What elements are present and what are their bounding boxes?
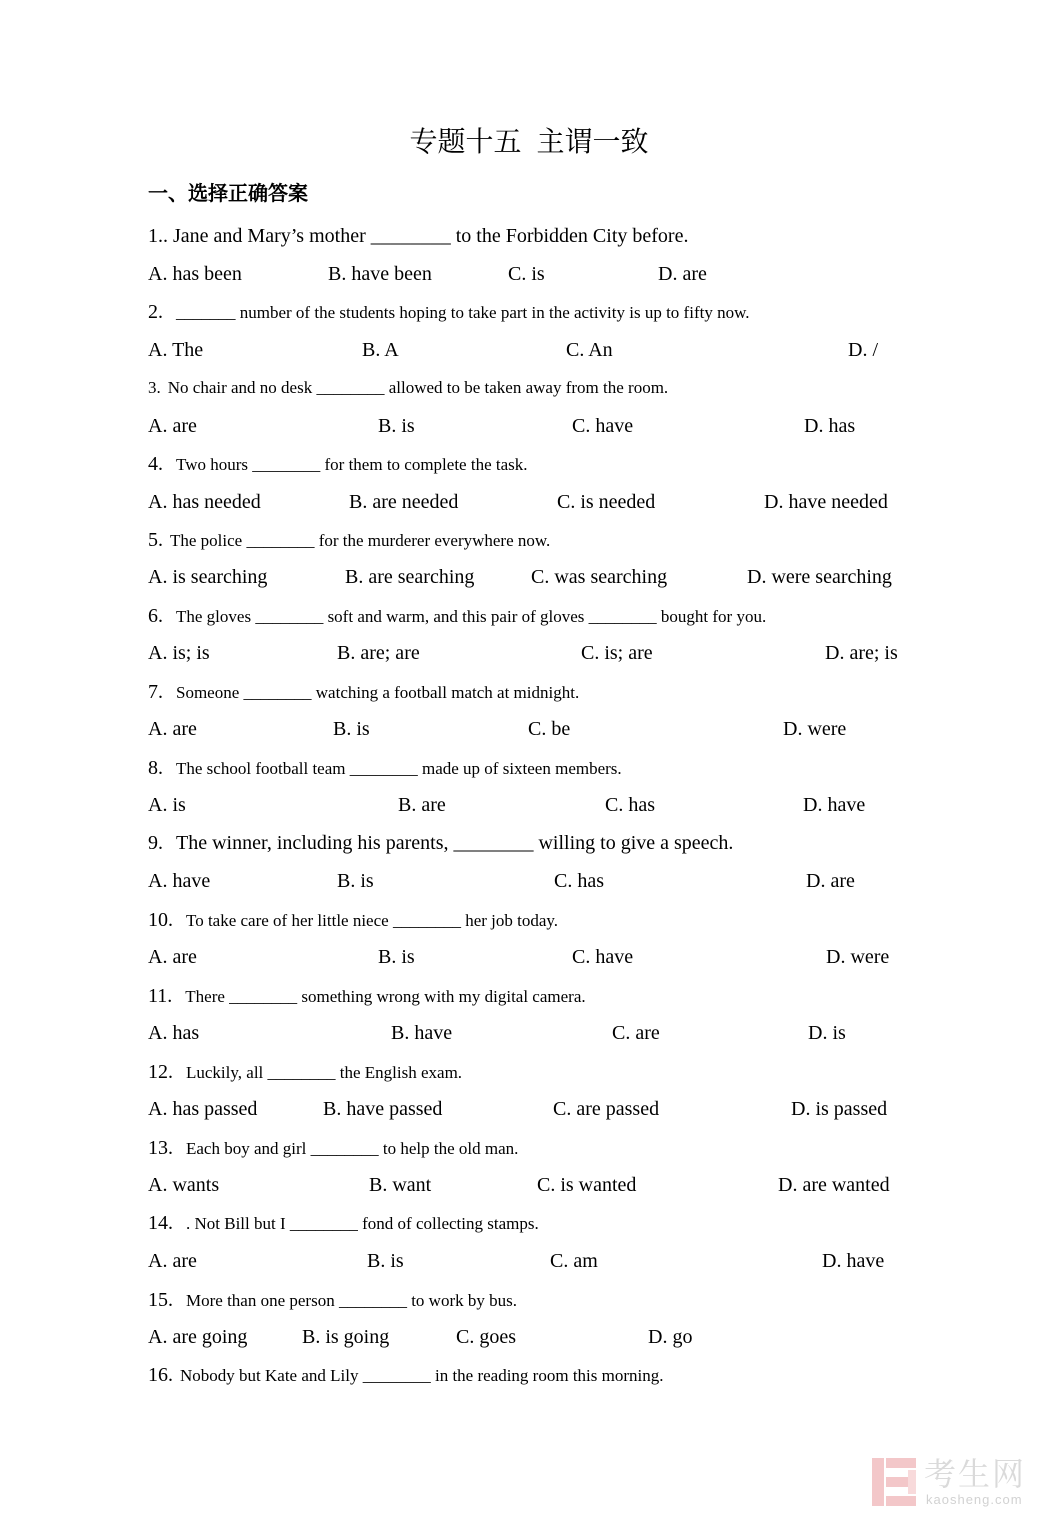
question-text: The school football team ________ made up of sixteen members.: [176, 759, 622, 778]
question-number: 2.: [148, 301, 163, 323]
question-number: 3.: [148, 378, 161, 397]
option-c: C. be: [528, 718, 571, 740]
option-a: A. has passed: [148, 1098, 258, 1120]
options-row-6: [0, 641, 1058, 665]
kaosheng-logo-icon: [872, 1458, 918, 1506]
option-c: C. was searching: [531, 566, 668, 588]
question-text: . Not Bill but I ________ fond of collecting stamps.: [186, 1214, 539, 1233]
option-a: A. wants: [148, 1174, 220, 1196]
question-text: Two hours ________ for them to complete the task.: [176, 455, 528, 474]
question-text: Nobody but Kate and Lily ________ in the reading room this morning.: [180, 1366, 664, 1385]
option-c: C. are passed: [553, 1098, 660, 1120]
question-text: There ________ something wrong with my digital camera.: [185, 987, 586, 1006]
question-text: Luckily, all ________ the English exam.: [186, 1063, 463, 1082]
question-number: 8.: [148, 757, 163, 779]
option-b: B. are needed: [349, 491, 459, 513]
options-row-5: [0, 565, 1058, 589]
question-12: [148, 1060, 462, 1084]
option-b: B. is: [367, 1250, 404, 1272]
question-7: [148, 680, 579, 704]
question-text: To take care of her little niece ________ her job today.: [186, 911, 559, 930]
option-b: B. are searching: [345, 566, 475, 588]
options-row-15: [0, 1325, 1058, 1349]
option-a: A. is searching: [148, 566, 268, 588]
option-b: B. is: [378, 415, 415, 437]
option-b: B. is: [333, 718, 370, 740]
question-5: [148, 528, 550, 552]
option-d: D. is passed: [791, 1098, 888, 1120]
option-d: D. are: [658, 263, 707, 285]
question-text: The gloves ________ soft and warm, and this pair of gloves ________ bought for you.: [176, 607, 767, 626]
option-d: D. is: [808, 1022, 846, 1044]
question-text: Each boy and girl ________ to help the old man.: [186, 1139, 519, 1158]
question-number: 16.: [148, 1364, 173, 1386]
question-number: 14.: [148, 1212, 173, 1234]
options-row-4: [0, 490, 1058, 514]
option-b: B. A: [362, 339, 399, 361]
option-c: C. am: [550, 1250, 598, 1272]
question-number: 5.: [148, 529, 163, 551]
options-row-11: [0, 1021, 1058, 1045]
option-c: C. has: [605, 794, 655, 816]
option-a: A. The: [148, 339, 204, 361]
question-number: 13.: [148, 1137, 173, 1159]
options-row-8: [0, 793, 1058, 817]
option-d: D. are; is: [825, 642, 898, 664]
options-row-7: [0, 717, 1058, 741]
option-c: C. is; are: [581, 642, 653, 664]
question-number: 15.: [148, 1289, 173, 1311]
options-row-14: [0, 1249, 1058, 1273]
question-10: [148, 908, 558, 932]
question-1: [148, 224, 688, 248]
option-d: D. are: [806, 870, 855, 892]
option-b: B. is: [337, 870, 374, 892]
option-a: A. are: [148, 946, 197, 968]
option-d: D. are wanted: [778, 1174, 890, 1196]
option-a: A. have: [148, 870, 211, 892]
option-b: B. is: [378, 946, 415, 968]
option-c: C. have: [572, 946, 634, 968]
option-b: B. is going: [302, 1326, 390, 1348]
question-number: 1..: [148, 225, 168, 247]
question-2: [148, 300, 750, 324]
option-d: D. have: [822, 1250, 885, 1272]
question-text: No chair and no desk ________ allowed to be taken away from the room.: [167, 378, 669, 397]
question-3: [148, 376, 668, 400]
option-a: A. has been: [148, 263, 242, 285]
options-row-12: [0, 1097, 1058, 1121]
option-c: C. An: [566, 339, 613, 361]
option-a: A. has needed: [148, 491, 261, 513]
question-11: [148, 984, 586, 1008]
question-number: 9.: [148, 832, 163, 854]
question-4: [148, 452, 528, 476]
question-number: 7.: [148, 681, 163, 703]
watermark-brand-name: 考生网: [924, 1455, 1027, 1493]
option-c: C. have: [572, 415, 634, 437]
question-text: Someone ________ watching a football match at midnight.: [176, 683, 580, 702]
question-text: The winner, including his parents, ________ willing to give a speech.: [176, 832, 734, 854]
section-heading: 一、选择正确答案: [148, 183, 308, 205]
option-c: C. is needed: [557, 491, 656, 513]
options-row-10: [0, 945, 1058, 969]
option-d: D. were searching: [747, 566, 892, 588]
question-text: Jane and Mary’s mother ________ to the Forbidden City before.: [173, 225, 689, 247]
option-a: A. are: [148, 415, 197, 437]
option-c: C. is: [508, 263, 545, 285]
question-number: 6.: [148, 605, 163, 627]
question-16: [148, 1363, 664, 1387]
option-b: B. are; are: [337, 642, 420, 664]
option-b: B. have been: [328, 263, 432, 285]
watermark-url: kaosheng.com: [926, 1492, 1023, 1507]
question-number: 10.: [148, 909, 173, 931]
options-row-2: [0, 338, 1058, 362]
option-b: B. want: [369, 1174, 432, 1196]
option-d: D. were: [826, 946, 890, 968]
option-c: C. has: [554, 870, 604, 892]
question-text: _______ number of the students hoping to take part in the activity is up to fifty now.: [176, 303, 750, 322]
option-d: D. go: [648, 1326, 693, 1348]
question-number: 11.: [148, 985, 173, 1007]
question-13: [148, 1136, 518, 1160]
options-row-9: [0, 869, 1058, 893]
option-b: B. have passed: [323, 1098, 443, 1120]
question-9: [148, 831, 733, 855]
option-d: D. has: [804, 415, 856, 437]
kaosheng-watermark: [872, 1456, 1042, 1510]
option-d: D. have: [803, 794, 866, 816]
page-title: 专题十五 主谓一致: [409, 127, 649, 158]
question-15: [148, 1288, 517, 1312]
question-text: More than one person ________ to work by bus.: [186, 1291, 517, 1310]
question-8: [148, 756, 622, 780]
option-b: B. have: [391, 1022, 453, 1044]
question-6: [148, 604, 766, 628]
question-text: The police ________ for the murderer everywhere now.: [170, 531, 551, 550]
option-a: A. are going: [148, 1326, 248, 1348]
option-a: A. has: [148, 1022, 200, 1044]
option-d: D. /: [848, 339, 878, 361]
option-b: B. are: [398, 794, 446, 816]
option-c: C. is wanted: [537, 1174, 637, 1196]
option-a: A. is: [148, 794, 186, 816]
question-14: [148, 1211, 539, 1235]
option-a: A. is; is: [148, 642, 210, 664]
option-c: C. are: [612, 1022, 660, 1044]
option-c: C. goes: [456, 1326, 516, 1348]
options-row-13: [0, 1173, 1058, 1197]
option-d: D. were: [783, 718, 847, 740]
options-row-3: [0, 414, 1058, 438]
option-a: A. are: [148, 1250, 197, 1272]
options-row-1: [0, 262, 1058, 286]
question-number: 4.: [148, 453, 163, 475]
question-number: 12.: [148, 1061, 173, 1083]
option-a: A. are: [148, 718, 197, 740]
option-d: D. have needed: [764, 491, 888, 513]
